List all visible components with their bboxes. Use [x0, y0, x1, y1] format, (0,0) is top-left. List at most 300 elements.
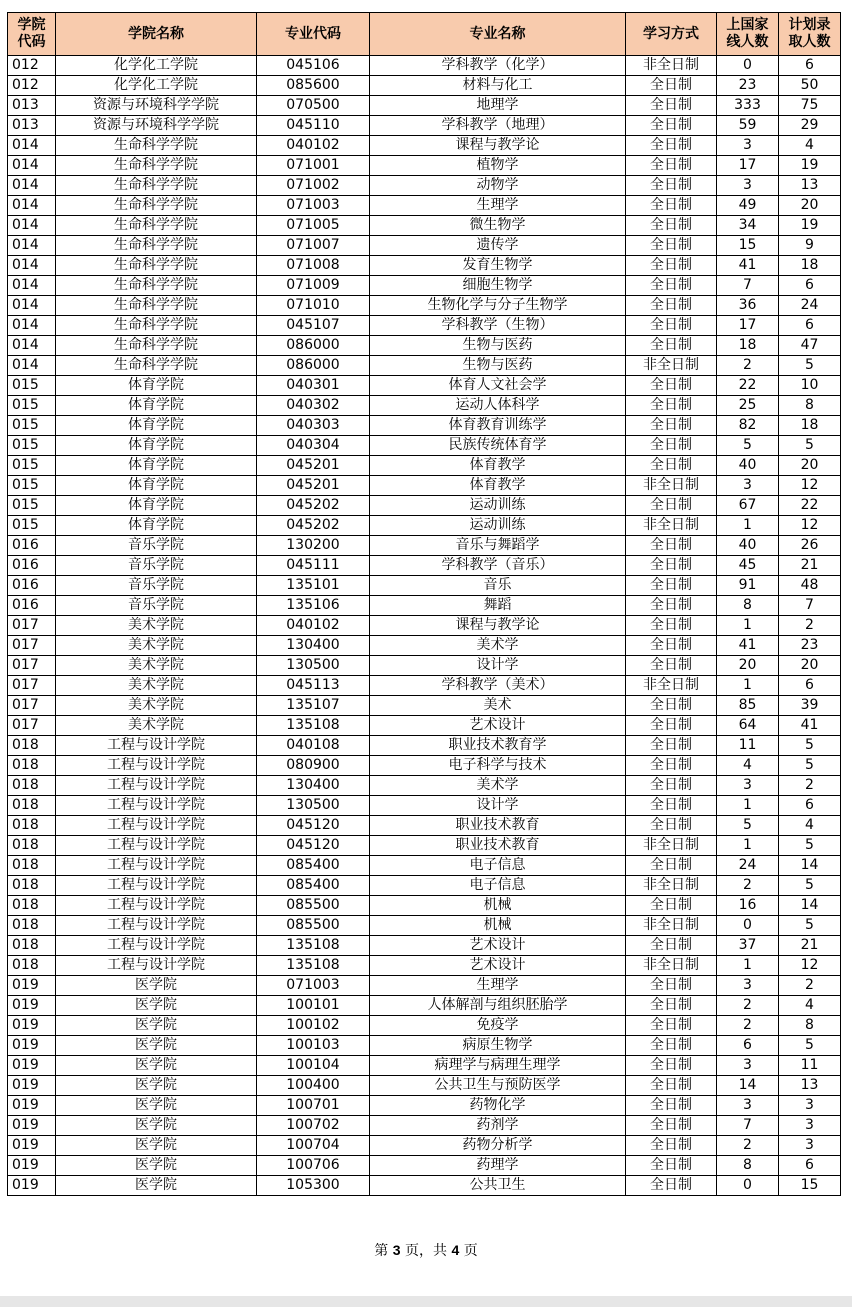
cell-college-name: 医学院 — [56, 976, 257, 996]
cell-study-mode: 非全日制 — [626, 956, 717, 976]
cell-college-code: 013 — [8, 96, 56, 116]
cell-national-line-count: 3 — [717, 136, 779, 156]
cell-national-line-count: 3 — [717, 176, 779, 196]
table-row — [8, 56, 841, 76]
cell-major-name: 电子科学与技术 — [370, 756, 626, 776]
cell-major-code: 040302 — [257, 396, 370, 416]
table-row — [8, 316, 841, 336]
cell-study-mode: 全日制 — [626, 896, 717, 916]
cell-national-line-count: 14 — [717, 1076, 779, 1096]
table-row — [8, 676, 841, 696]
cell-major-name: 学科教学（音乐） — [370, 556, 626, 576]
cell-major-name: 药剂学 — [370, 1116, 626, 1136]
cell-study-mode: 非全日制 — [626, 516, 717, 536]
cell-national-line-count: 67 — [717, 496, 779, 516]
cell-college-name: 工程与设计学院 — [56, 876, 257, 896]
cell-college-code: 012 — [8, 56, 56, 76]
cell-planned-admission-count: 14 — [779, 856, 841, 876]
table-row — [8, 96, 841, 116]
cell-major-code: 045106 — [257, 56, 370, 76]
table-row — [8, 976, 841, 996]
cell-study-mode: 全日制 — [626, 1116, 717, 1136]
cell-planned-admission-count: 4 — [779, 996, 841, 1016]
cell-college-name: 生命科学学院 — [56, 356, 257, 376]
cell-major-code: 071007 — [257, 236, 370, 256]
cell-study-mode: 全日制 — [626, 936, 717, 956]
cell-major-name: 病原生物学 — [370, 1036, 626, 1056]
cell-national-line-count: 8 — [717, 1156, 779, 1176]
cell-college-name: 体育学院 — [56, 396, 257, 416]
cell-study-mode: 全日制 — [626, 716, 717, 736]
cell-college-name: 医学院 — [56, 1036, 257, 1056]
cell-college-name: 资源与环境科学学院 — [56, 116, 257, 136]
cell-major-name: 体育人文社会学 — [370, 376, 626, 396]
table-row — [8, 536, 841, 556]
cell-college-code: 018 — [8, 956, 56, 976]
cell-college-name: 资源与环境科学学院 — [56, 96, 257, 116]
cell-college-code: 018 — [8, 776, 56, 796]
cell-college-name: 音乐学院 — [56, 536, 257, 556]
table-row — [8, 1116, 841, 1136]
cell-national-line-count: 82 — [717, 416, 779, 436]
cell-planned-admission-count: 21 — [779, 936, 841, 956]
cell-college-name: 体育学院 — [56, 436, 257, 456]
cell-college-code: 017 — [8, 656, 56, 676]
cell-planned-admission-count: 3 — [779, 1116, 841, 1136]
cell-major-name: 生物与医药 — [370, 336, 626, 356]
table-row — [8, 656, 841, 676]
cell-study-mode: 非全日制 — [626, 56, 717, 76]
cell-college-code: 014 — [8, 156, 56, 176]
cell-college-name: 美术学院 — [56, 676, 257, 696]
cell-college-name: 工程与设计学院 — [56, 796, 257, 816]
cell-study-mode: 非全日制 — [626, 676, 717, 696]
cell-major-code: 071010 — [257, 296, 370, 316]
cell-college-code: 014 — [8, 296, 56, 316]
cell-major-code: 085500 — [257, 916, 370, 936]
cell-college-name: 体育学院 — [56, 476, 257, 496]
cell-major-name: 遗传学 — [370, 236, 626, 256]
cell-college-code: 015 — [8, 456, 56, 476]
cell-planned-admission-count: 7 — [779, 596, 841, 616]
cell-major-code: 085600 — [257, 76, 370, 96]
cell-major-name: 美术 — [370, 696, 626, 716]
cell-major-name: 课程与教学论 — [370, 136, 626, 156]
table-row — [8, 736, 841, 756]
cell-major-code: 085400 — [257, 876, 370, 896]
cell-major-code: 071003 — [257, 976, 370, 996]
cell-study-mode: 全日制 — [626, 316, 717, 336]
cell-study-mode: 全日制 — [626, 276, 717, 296]
footer-page-total: 4 — [451, 1242, 460, 1258]
cell-college-code: 019 — [8, 1076, 56, 1096]
cell-major-name: 学科教学（生物） — [370, 316, 626, 336]
table-row — [8, 516, 841, 536]
cell-college-name: 生命科学学院 — [56, 336, 257, 356]
cell-study-mode: 全日制 — [626, 216, 717, 236]
cell-planned-admission-count: 20 — [779, 456, 841, 476]
cell-national-line-count: 23 — [717, 76, 779, 96]
cell-major-code: 045202 — [257, 516, 370, 536]
cell-college-name: 音乐学院 — [56, 596, 257, 616]
cell-college-code: 014 — [8, 336, 56, 356]
cell-college-code: 018 — [8, 836, 56, 856]
table-row — [8, 396, 841, 416]
table-body — [8, 56, 841, 1196]
cell-major-code: 130400 — [257, 776, 370, 796]
cell-college-name: 美术学院 — [56, 636, 257, 656]
cell-college-name: 工程与设计学院 — [56, 836, 257, 856]
cell-planned-admission-count: 13 — [779, 176, 841, 196]
cell-planned-admission-count: 8 — [779, 396, 841, 416]
cell-major-code: 071005 — [257, 216, 370, 236]
cell-college-name: 工程与设计学院 — [56, 936, 257, 956]
table-row — [8, 756, 841, 776]
table-row — [8, 216, 841, 236]
cell-major-name: 电子信息 — [370, 856, 626, 876]
cell-major-name: 生理学 — [370, 976, 626, 996]
cell-national-line-count: 1 — [717, 616, 779, 636]
cell-study-mode: 全日制 — [626, 616, 717, 636]
cell-planned-admission-count: 2 — [779, 616, 841, 636]
table-row — [8, 936, 841, 956]
cell-national-line-count: 4 — [717, 756, 779, 776]
cell-college-code: 015 — [8, 416, 56, 436]
table-row — [8, 356, 841, 376]
cell-major-code: 100706 — [257, 1156, 370, 1176]
cell-major-code: 085400 — [257, 856, 370, 876]
cell-major-code: 100103 — [257, 1036, 370, 1056]
cell-study-mode: 全日制 — [626, 96, 717, 116]
cell-study-mode: 全日制 — [626, 856, 717, 876]
cell-college-code: 014 — [8, 356, 56, 376]
cell-major-name: 电子信息 — [370, 876, 626, 896]
cell-planned-admission-count: 20 — [779, 656, 841, 676]
cell-college-name: 生命科学学院 — [56, 176, 257, 196]
header-major-name: 专业名称 — [370, 13, 626, 56]
cell-study-mode: 全日制 — [626, 76, 717, 96]
cell-study-mode: 全日制 — [626, 496, 717, 516]
cell-major-name: 美术学 — [370, 776, 626, 796]
table-row — [8, 1136, 841, 1156]
cell-college-code: 015 — [8, 436, 56, 456]
table-row — [8, 456, 841, 476]
cell-major-code: 045113 — [257, 676, 370, 696]
cell-study-mode: 全日制 — [626, 236, 717, 256]
cell-study-mode: 全日制 — [626, 176, 717, 196]
cell-major-code: 045120 — [257, 836, 370, 856]
cell-study-mode: 全日制 — [626, 436, 717, 456]
cell-study-mode: 全日制 — [626, 536, 717, 556]
cell-study-mode: 全日制 — [626, 396, 717, 416]
cell-national-line-count: 2 — [717, 996, 779, 1016]
cell-major-code: 135107 — [257, 696, 370, 716]
cell-major-code: 040301 — [257, 376, 370, 396]
cell-planned-admission-count: 50 — [779, 76, 841, 96]
cell-major-name: 设计学 — [370, 796, 626, 816]
footer-prefix: 第 — [374, 1243, 393, 1259]
cell-planned-admission-count: 6 — [779, 316, 841, 336]
cell-national-line-count: 2 — [717, 356, 779, 376]
cell-major-code: 045110 — [257, 116, 370, 136]
cell-major-code: 135101 — [257, 576, 370, 596]
cell-major-code: 135108 — [257, 956, 370, 976]
cell-study-mode: 全日制 — [626, 196, 717, 216]
cell-planned-admission-count: 6 — [779, 56, 841, 76]
cell-planned-admission-count: 11 — [779, 1056, 841, 1076]
cell-major-code: 100701 — [257, 1096, 370, 1116]
cell-major-code: 045201 — [257, 456, 370, 476]
table-row — [8, 156, 841, 176]
cell-major-name: 公共卫生与预防医学 — [370, 1076, 626, 1096]
cell-major-name: 机械 — [370, 916, 626, 936]
cell-major-code: 100102 — [257, 1016, 370, 1036]
table-row — [8, 196, 841, 216]
table-row — [8, 116, 841, 136]
cell-major-code: 086000 — [257, 336, 370, 356]
table-row — [8, 1036, 841, 1056]
cell-major-name: 体育教学 — [370, 476, 626, 496]
cell-major-name: 体育教学 — [370, 456, 626, 476]
cell-national-line-count: 40 — [717, 456, 779, 476]
cell-major-name: 微生物学 — [370, 216, 626, 236]
cell-planned-admission-count: 19 — [779, 216, 841, 236]
cell-college-name: 音乐学院 — [56, 556, 257, 576]
cell-college-name: 美术学院 — [56, 696, 257, 716]
cell-national-line-count: 11 — [717, 736, 779, 756]
cell-major-name: 学科教学（化学） — [370, 56, 626, 76]
cell-college-name: 体育学院 — [56, 496, 257, 516]
cell-major-code: 040102 — [257, 136, 370, 156]
cell-study-mode: 非全日制 — [626, 836, 717, 856]
cell-planned-admission-count: 9 — [779, 236, 841, 256]
table-row — [8, 1176, 841, 1196]
cell-national-line-count: 3 — [717, 976, 779, 996]
cell-college-name: 生命科学学院 — [56, 216, 257, 236]
cell-major-code: 135106 — [257, 596, 370, 616]
cell-college-code: 019 — [8, 1096, 56, 1116]
cell-study-mode: 全日制 — [626, 816, 717, 836]
cell-national-line-count: 59 — [717, 116, 779, 136]
cell-major-name: 生理学 — [370, 196, 626, 216]
table-row — [8, 1016, 841, 1036]
cell-major-code: 130200 — [257, 536, 370, 556]
cell-national-line-count: 3 — [717, 1096, 779, 1116]
cell-national-line-count: 41 — [717, 256, 779, 276]
cell-planned-admission-count: 2 — [779, 776, 841, 796]
cell-planned-admission-count: 21 — [779, 556, 841, 576]
cell-planned-admission-count: 48 — [779, 576, 841, 596]
cell-national-line-count: 15 — [717, 236, 779, 256]
header-college-code: 学院 代码 — [8, 13, 56, 56]
cell-college-name: 体育学院 — [56, 456, 257, 476]
cell-major-name: 药物分析学 — [370, 1136, 626, 1156]
page-footer — [0, 1240, 852, 1260]
table-row — [8, 856, 841, 876]
cell-major-name: 职业技术教育 — [370, 816, 626, 836]
cell-study-mode: 全日制 — [626, 976, 717, 996]
cell-college-name: 工程与设计学院 — [56, 916, 257, 936]
table-row — [8, 496, 841, 516]
cell-major-name: 艺术设计 — [370, 716, 626, 736]
cell-planned-admission-count: 20 — [779, 196, 841, 216]
cell-major-code: 045202 — [257, 496, 370, 516]
cell-college-code: 018 — [8, 756, 56, 776]
cell-college-code: 015 — [8, 516, 56, 536]
cell-major-name: 学科教学（美术） — [370, 676, 626, 696]
cell-college-code: 019 — [8, 1056, 56, 1076]
table-row — [8, 176, 841, 196]
cell-planned-admission-count: 14 — [779, 896, 841, 916]
cell-major-name: 生物化学与分子生物学 — [370, 296, 626, 316]
cell-study-mode: 全日制 — [626, 636, 717, 656]
cell-national-line-count: 7 — [717, 276, 779, 296]
cell-college-code: 013 — [8, 116, 56, 136]
cell-major-code: 045201 — [257, 476, 370, 496]
cell-major-code: 100702 — [257, 1116, 370, 1136]
cell-major-name: 动物学 — [370, 176, 626, 196]
table-row — [8, 776, 841, 796]
table-row — [8, 256, 841, 276]
cell-planned-admission-count: 5 — [779, 836, 841, 856]
cell-planned-admission-count: 8 — [779, 1016, 841, 1036]
table-row — [8, 336, 841, 356]
cell-college-code: 014 — [8, 216, 56, 236]
cell-national-line-count: 24 — [717, 856, 779, 876]
cell-college-code: 015 — [8, 376, 56, 396]
cell-national-line-count: 22 — [717, 376, 779, 396]
cell-planned-admission-count: 18 — [779, 416, 841, 436]
cell-major-code: 040303 — [257, 416, 370, 436]
cell-major-name: 音乐与舞蹈学 — [370, 536, 626, 556]
cell-study-mode: 全日制 — [626, 1016, 717, 1036]
cell-college-code: 018 — [8, 736, 56, 756]
footer-middle: 页，共 — [400, 1243, 452, 1259]
cell-college-name: 生命科学学院 — [56, 236, 257, 256]
table-row — [8, 1056, 841, 1076]
cell-study-mode: 全日制 — [626, 296, 717, 316]
cell-national-line-count: 20 — [717, 656, 779, 676]
cell-major-name: 运动人体科学 — [370, 396, 626, 416]
header-major-code: 专业代码 — [257, 13, 370, 56]
cell-planned-admission-count: 5 — [779, 356, 841, 376]
cell-planned-admission-count: 39 — [779, 696, 841, 716]
cell-college-code: 014 — [8, 276, 56, 296]
cell-national-line-count: 41 — [717, 636, 779, 656]
cell-study-mode: 非全日制 — [626, 356, 717, 376]
cell-planned-admission-count: 13 — [779, 1076, 841, 1096]
cell-planned-admission-count: 5 — [779, 436, 841, 456]
cell-college-code: 012 — [8, 76, 56, 96]
cell-planned-admission-count: 75 — [779, 96, 841, 116]
cell-study-mode: 非全日制 — [626, 916, 717, 936]
header-national-line-count: 上国家 线人数 — [717, 13, 779, 56]
cell-college-code: 018 — [8, 936, 56, 956]
cell-study-mode: 全日制 — [626, 756, 717, 776]
table-row — [8, 576, 841, 596]
cell-planned-admission-count: 47 — [779, 336, 841, 356]
cell-college-code: 016 — [8, 536, 56, 556]
cell-planned-admission-count: 12 — [779, 516, 841, 536]
table-row — [8, 816, 841, 836]
cell-national-line-count: 16 — [717, 896, 779, 916]
cell-college-code: 017 — [8, 676, 56, 696]
cell-college-name: 医学院 — [56, 1056, 257, 1076]
cell-major-code: 045111 — [257, 556, 370, 576]
cell-major-code: 071003 — [257, 196, 370, 216]
cell-major-name: 设计学 — [370, 656, 626, 676]
cell-major-code: 040304 — [257, 436, 370, 456]
cell-college-name: 工程与设计学院 — [56, 756, 257, 776]
cell-college-name: 医学院 — [56, 1116, 257, 1136]
cell-planned-admission-count: 41 — [779, 716, 841, 736]
cell-college-code: 014 — [8, 316, 56, 336]
table-row — [8, 696, 841, 716]
cell-college-name: 生命科学学院 — [56, 196, 257, 216]
cell-planned-admission-count: 12 — [779, 476, 841, 496]
table-row — [8, 1096, 841, 1116]
table-row — [8, 1156, 841, 1176]
cell-national-line-count: 0 — [717, 916, 779, 936]
cell-major-name: 体育教育训练学 — [370, 416, 626, 436]
cell-college-code: 014 — [8, 256, 56, 276]
cell-college-code: 018 — [8, 816, 56, 836]
cell-college-name: 美术学院 — [56, 716, 257, 736]
cell-major-code: 135108 — [257, 716, 370, 736]
cell-study-mode: 全日制 — [626, 696, 717, 716]
cell-national-line-count: 2 — [717, 1136, 779, 1156]
cell-major-code: 070500 — [257, 96, 370, 116]
cell-college-name: 医学院 — [56, 1076, 257, 1096]
cell-planned-admission-count: 6 — [779, 276, 841, 296]
cell-planned-admission-count: 29 — [779, 116, 841, 136]
header-study-mode: 学习方式 — [626, 13, 717, 56]
footer-page-number: 3 — [392, 1242, 401, 1258]
cell-college-code: 019 — [8, 1116, 56, 1136]
cell-college-name: 工程与设计学院 — [56, 956, 257, 976]
cell-planned-admission-count: 5 — [779, 756, 841, 776]
cell-major-code: 071008 — [257, 256, 370, 276]
cell-major-code: 135108 — [257, 936, 370, 956]
admissions-table — [7, 12, 841, 1196]
cell-major-name: 公共卫生 — [370, 1176, 626, 1196]
cell-planned-admission-count: 12 — [779, 956, 841, 976]
cell-national-line-count: 5 — [717, 436, 779, 456]
cell-national-line-count: 1 — [717, 956, 779, 976]
cell-college-name: 体育学院 — [56, 516, 257, 536]
cell-national-line-count: 36 — [717, 296, 779, 316]
cell-national-line-count: 18 — [717, 336, 779, 356]
cell-college-name: 体育学院 — [56, 416, 257, 436]
table-row — [8, 76, 841, 96]
cell-study-mode: 全日制 — [626, 1136, 717, 1156]
cell-college-code: 018 — [8, 876, 56, 896]
cell-college-code: 018 — [8, 856, 56, 876]
cell-college-code: 016 — [8, 576, 56, 596]
cell-college-code: 019 — [8, 1156, 56, 1176]
cell-study-mode: 全日制 — [626, 256, 717, 276]
cell-study-mode: 全日制 — [626, 596, 717, 616]
cell-major-name: 民族传统体育学 — [370, 436, 626, 456]
cell-major-name: 职业技术教育 — [370, 836, 626, 856]
cell-major-name: 药理学 — [370, 1156, 626, 1176]
cell-college-name: 医学院 — [56, 1016, 257, 1036]
table-row — [8, 996, 841, 1016]
cell-college-name: 工程与设计学院 — [56, 776, 257, 796]
table-row — [8, 836, 841, 856]
cell-planned-admission-count: 5 — [779, 916, 841, 936]
cell-study-mode: 全日制 — [626, 656, 717, 676]
